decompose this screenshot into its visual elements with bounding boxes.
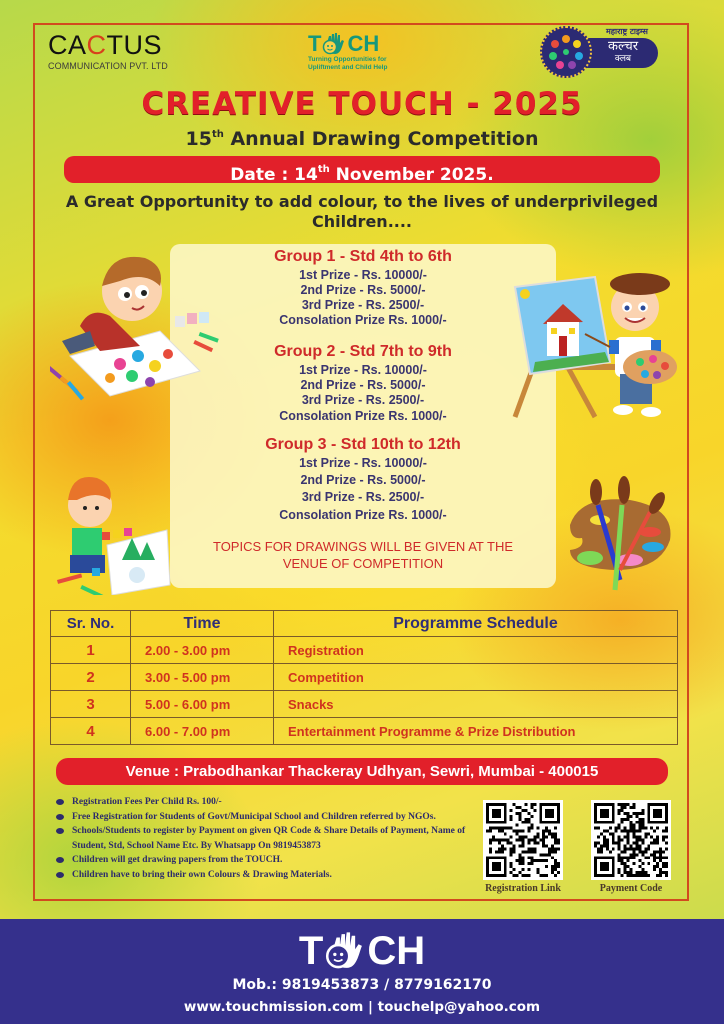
row-time: 2.00 - 3.00 pm: [131, 637, 274, 664]
venue-banner: Venue : Prabodhankar Thackeray Udhyan, Sewri, Mumbai - 400015: [56, 758, 668, 785]
event-title: CREATIVE TOUCH - 2025: [141, 86, 583, 122]
culture-club-logo: [540, 26, 660, 80]
qr-code-icon[interactable]: [483, 800, 563, 880]
header-sr-no: Sr. No.: [51, 611, 131, 637]
footer-mobile: Mob.: 9819453873 / 8779162170: [232, 977, 492, 993]
culture-club-pill: कल्चर क्लब: [570, 38, 658, 68]
bullet-icon: [56, 872, 64, 878]
programme-schedule-table: [50, 610, 678, 745]
row-programme: Entertainment Programme & Prize Distribution: [274, 718, 678, 745]
group-3-title: Group 3 - Std 10th to 12th: [265, 436, 461, 453]
paint-pots-icon: [175, 312, 219, 352]
bullet-icon: [56, 799, 64, 805]
palette-icon: [623, 350, 677, 384]
bullet-icon: [56, 828, 64, 834]
schedule-row: [51, 718, 678, 745]
boy-drawing-tree-illustration: [52, 460, 172, 595]
qr-code-icon[interactable]: [591, 800, 671, 880]
row-programme: Snacks: [274, 691, 678, 718]
group-2-prize-3: 3rd Prize - Rs. 2500/-: [301, 393, 425, 407]
schedule-row: [51, 664, 678, 691]
touch-tagline-2: Upliftment and Child Help: [308, 64, 388, 71]
group-3-prize-consolation: Consolation Prize Rs. 1000/-: [279, 508, 447, 522]
footer: [0, 919, 724, 1024]
hand-face-icon: [323, 930, 367, 972]
crayons-icon: [50, 366, 84, 400]
group-3-prize-3: 3rd Prize - Rs. 2500/-: [301, 490, 425, 504]
row-programme: Competition: [274, 664, 678, 691]
group-1-prize-1: 1st Prize - Rs. 10000/-: [299, 268, 427, 282]
people-circle-icon: [542, 28, 590, 76]
group-1-prize-2: 2nd Prize - Rs. 5000/-: [300, 283, 426, 297]
header-programme: Programme Schedule: [274, 611, 678, 637]
culture-club-emblem: [540, 26, 592, 78]
date-banner: Date : 14th November 2025.: [64, 156, 660, 183]
group-1-prize-consolation: Consolation Prize Rs. 1000/-: [279, 313, 447, 327]
row-sr-no: 1: [51, 637, 131, 664]
cactus-logo: [48, 30, 168, 71]
boy-handprint-illustration: [50, 236, 225, 401]
event-subtitle: 15th Annual Drawing Competition: [185, 128, 539, 150]
payment-qr-label: Payment Code: [599, 883, 663, 894]
group-1-title: Group 1 - Std 4th to 6th: [274, 248, 452, 265]
row-sr-no: 3: [51, 691, 131, 718]
note-item: Registration Fees Per Child Rs. 100/-: [56, 795, 476, 810]
hand-face-icon: [321, 32, 347, 56]
header-time: Time: [131, 611, 274, 637]
registration-qr-label: Registration Link: [485, 883, 561, 894]
registration-qr[interactable]: [483, 800, 563, 894]
boy-painting-illustration: [505, 262, 690, 427]
bullet-icon: [56, 814, 64, 820]
group-3-prize-1: 1st Prize - Rs. 10000/-: [299, 456, 427, 470]
schedule-header-row: [51, 611, 678, 637]
event-tagline: A Great Opportunity to add colour, to the lives of underprivileged Children....: [65, 192, 659, 231]
row-time: 3.00 - 5.00 pm: [131, 664, 274, 691]
payment-qr[interactable]: [591, 800, 671, 894]
footer-web-email: www.touchmission.com | touchelp@yahoo.com: [183, 999, 541, 1015]
note-item: Children have to bring their own Colours & Drawing Materials.: [56, 868, 476, 883]
cactus-logo-subtitle: COMMUNICATION PVT. LTD: [48, 61, 168, 71]
group-2-prize-1: 1st Prize - Rs. 10000/-: [299, 363, 427, 377]
note-item: Free Registration for Students of Govt/Municipal School and Children referred by NGOs.: [56, 810, 476, 825]
row-sr-no: 4: [51, 718, 131, 745]
footer-touch-logo: T CH: [298, 929, 426, 973]
group-3-prize-2: 2nd Prize - Rs. 5000/-: [300, 473, 426, 487]
registration-notes: [56, 795, 476, 882]
note-item: Schools/Students to register by Payment on given QR Code & Share Details of Payment, Name of Student, Std, School Name Etc. By Whatsapp On 9819453873: [56, 824, 476, 853]
row-sr-no: 2: [51, 664, 131, 691]
palette-brushes-illustration: [560, 470, 680, 595]
culture-club-masthead: महाराष्ट्र टाइम्स: [606, 27, 648, 36]
schedule-row: [51, 691, 678, 718]
touch-tagline-1: Turning Opportunities for: [308, 56, 387, 63]
group-2-title: Group 2 - Std 7th to 9th: [274, 343, 452, 360]
group-2-prize-2: 2nd Prize - Rs. 5000/-: [300, 378, 426, 392]
group-2-prize-consolation: Consolation Prize Rs. 1000/-: [279, 409, 447, 423]
schedule-row: [51, 637, 678, 664]
note-item: Children will get drawing papers from the TOUCH.: [56, 853, 476, 868]
row-programme: Registration: [274, 637, 678, 664]
row-time: 6.00 - 7.00 pm: [131, 718, 274, 745]
group-1-prize-3: 3rd Prize - Rs. 2500/-: [301, 298, 425, 312]
cactus-logo-name: CACTUS: [48, 30, 163, 60]
touch-logo: T CH Turning Opportunities for Upliftment and Child Help: [308, 32, 428, 72]
bullet-icon: [56, 857, 64, 863]
row-time: 5.00 - 6.00 pm: [131, 691, 274, 718]
topics-note: TOPICS FOR DRAWINGS WILL BE GIVEN AT THE VENUE OF COMPETITION: [212, 539, 513, 571]
